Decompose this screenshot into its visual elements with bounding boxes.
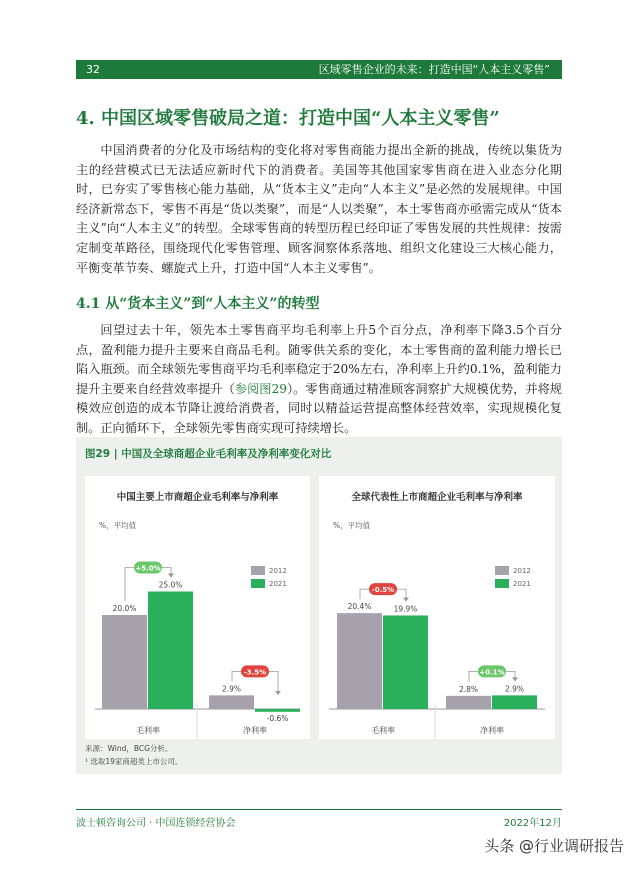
change-arrow-head — [168, 574, 174, 578]
paragraph-text-after: ）。零售商通过精准顾客洞察扩大规模优势，并将规模效应创造的成本节降让渡给消费者，同时以精益运营提高整体经营效率，实现规模化复制。正向循环下，全球领先零售商实现可持续增长。 — [76, 381, 562, 435]
bar-chart-china — [85, 476, 310, 739]
bar-2012-1 — [209, 695, 254, 709]
footer-publisher: 波士顿咨询公司 · 中国连锁经营协会 — [76, 818, 236, 829]
data-label: 20.4% — [347, 602, 372, 612]
footer-divider — [76, 809, 562, 810]
bar-2012-0 — [102, 615, 147, 709]
change-badge-label: -3.5% — [243, 668, 267, 677]
figure-note: ¹ 选取19家商超类上市公司。 — [85, 757, 183, 766]
legend-label-2012: 2012 — [513, 566, 531, 575]
data-label: 19.9% — [393, 604, 418, 614]
category-label: 毛利率 — [136, 726, 160, 735]
page-number: 32 — [86, 63, 100, 76]
change-arrow-head — [275, 691, 281, 695]
data-label: 2.9% — [504, 684, 525, 694]
chart-panel-china — [85, 476, 310, 739]
figure-box — [76, 437, 562, 774]
watermark-text: 头条 @行业调研报告 — [484, 837, 624, 855]
bar-2012-0 — [337, 613, 382, 709]
paragraph-text-before: 回望过去十年，领先本土零售商平均毛利率上升5个百分点，净利率下降3.5个百分点，盈利能力提升主要来自商品毛利。随零供关系的变化，本土零售商的盈利能力增长已陷入瓶颈。而全球领先零售商平均毛利率稳定于20%左右，净利率上升约0.1%，盈利能力提升主要来自经营效率提升（ — [76, 323, 562, 396]
legend-label-2012: 2012 — [269, 566, 287, 575]
data-label: 25.0% — [158, 580, 183, 590]
change-arrow-head — [512, 677, 518, 681]
bar-2021-1 — [492, 695, 537, 709]
figure-title: 图29 | 中国及全球商超企业毛利率及净利率变化对比 — [85, 448, 332, 460]
bar-2021-0 — [148, 592, 193, 710]
data-label: -0.6% — [266, 713, 289, 723]
bar-2021-1 — [255, 709, 300, 712]
figure-source: 来源：Wind，BCG分析。 — [85, 744, 173, 753]
legend-label-2021: 2021 — [269, 579, 287, 588]
subsection-paragraph — [76, 321, 562, 439]
page-header-bar — [76, 60, 562, 79]
data-label: 2.8% — [458, 684, 479, 694]
category-label: 毛利率 — [371, 726, 395, 735]
legend-label-2021: 2021 — [513, 579, 531, 588]
change-badge-label: +5.0% — [135, 564, 161, 573]
change-arrow-head — [403, 597, 409, 601]
data-label: 20.0% — [112, 604, 137, 613]
change-badge-label: +0.1% — [479, 668, 505, 677]
chart-unit-china: %，平均值 — [99, 521, 137, 530]
bar-2021-0 — [383, 615, 428, 709]
subsection-heading: 4.1 从“货本主义”到“人本主义”的转型 — [76, 296, 320, 312]
section-paragraph: 中国消费者的分化及市场结构的变化将对零售商能力提出全新的挑战，传统以集货为主的经营模式已无法适应新时代下的消费者。美国等其他国家零售商在进入业态分化期时，已夯实了零售核心能力基础，从“货本主义”走向“人本主义”是必然的发展规律。中国经济新常态下，零售不再是“货以类聚”，而是“人以类聚”，本土零售商亦亟需完成从“货本主义”向“人本主义”的转型。全球零售商的转型历程已经印证了零售发展的共性规律：按需定制变革路径，围绕现代化零售管理、顾客洞察体系落地、组织文化建设三大核心能力，平衡变革节奏、螺旋式上升，打造中国“人本主义零售”。 — [76, 143, 562, 275]
bar-2012-1 — [446, 696, 491, 709]
category-label: 净利率 — [243, 726, 267, 735]
figure-reference-link[interactable]: 参阅图29 — [234, 381, 288, 396]
chart-title-china: 中国主要上市商超企业毛利率与净利率 — [116, 492, 279, 503]
section-heading: 4. 中国区域零售破局之道：打造中国“人本主义零售” — [76, 108, 500, 129]
change-badge-label: -0.5% — [371, 586, 395, 595]
chart-title-global: 全球代表性上市商超企业毛利率与净利率 — [351, 492, 523, 503]
bar-chart-global — [319, 476, 555, 739]
footer-date: 2022年12月 — [503, 818, 562, 829]
category-label: 净利率 — [480, 726, 504, 735]
running-title: 区域零售企业的未来：打造中国“人本主义零售” — [318, 63, 550, 76]
chart-unit-global: %，平均值 — [333, 521, 371, 530]
data-label: 2.9% — [221, 684, 242, 694]
chart-panel-global — [319, 476, 555, 739]
